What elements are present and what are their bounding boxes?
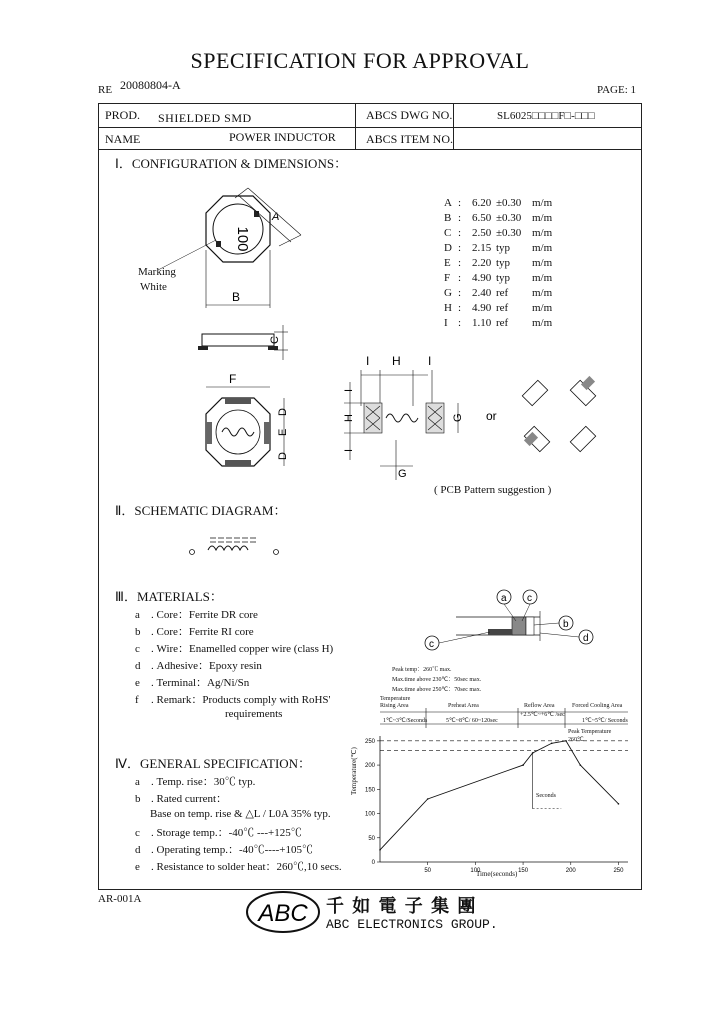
dim-row: I : 1.10 ref m/m (444, 317, 553, 329)
x-tick-label: 150 (518, 868, 529, 874)
spec-item: Base on temp. rise & △L / L0A 35% typ. (150, 808, 331, 820)
dim-letter-c: C (269, 336, 281, 344)
profile-note: Max.time above 250℃：70sec max. (392, 687, 482, 693)
material-item: a . Core：Ferrite DR core (135, 609, 258, 621)
or-label: or (486, 409, 497, 423)
dim-letter-g: G (452, 413, 464, 422)
page-title: SPECIFICATION FOR APPROVAL (190, 48, 530, 73)
zone-label: Reflow Area (524, 703, 555, 709)
chart-series (379, 740, 619, 851)
profile-note: Max.time above 230℃：50sec max. (392, 677, 482, 683)
dim-letter-h: H (392, 354, 401, 368)
top-marking: 100 (234, 226, 251, 252)
remark-continuation: requirements (225, 708, 283, 720)
profile-note: Peak temp：260℃ max. (392, 667, 452, 673)
series-point (522, 764, 524, 766)
y-tick-label: 150 (364, 787, 375, 794)
reflow-chart (360, 700, 640, 880)
ref-label: RE (98, 84, 113, 96)
x-tick-label: 200 (565, 868, 576, 874)
material-item: f . Remark：Products comply with RoHS' (135, 694, 331, 706)
peak-label: Peak Temperature (568, 729, 612, 735)
y-axis-label: Temperature(℃) (350, 747, 358, 795)
dimension-table (444, 196, 634, 331)
dim-row: G : 2.40 ref m/m (444, 287, 553, 299)
chart-axes (380, 736, 628, 862)
materials-list (135, 606, 333, 720)
dim-row: H : 4.90 ref m/m (444, 302, 553, 314)
dim-letter-i2: I (428, 354, 432, 368)
peak-value: 260℃ (568, 737, 584, 743)
zone-rate: 1℃~5℃/ Seconds (582, 718, 628, 724)
dim-row: C : 2.50 ±0.30 m/m (444, 227, 553, 239)
dim-row: D : 2.15 typ m/m (444, 242, 553, 254)
dim-letter-e: E (277, 428, 289, 436)
dim-letter-a: A (272, 211, 280, 223)
dwg-value: SL6025□□□□F□-□□□ (497, 110, 595, 122)
dim-letter-g2: G (398, 468, 407, 480)
company-name-cn: 千 如 電 子 集 團 (326, 896, 477, 917)
material-item: c . Wire：Enamelled copper wire (class H) (135, 643, 334, 655)
dim-letter-h2: H (343, 414, 355, 422)
dim-letter-i4: I (343, 448, 355, 452)
name-value: POWER INDUCTOR (229, 130, 336, 144)
y-tick-label: 250 (364, 738, 375, 745)
page-number: PAGE: 1 (597, 84, 637, 96)
top-view (158, 188, 301, 308)
prod-value: SHIELDED SMD (158, 111, 252, 125)
dim-row: A : 6.20 ±0.30 m/m (444, 197, 553, 209)
callout-c2: c (429, 639, 434, 650)
dim-row: E : 2.20 typ m/m (444, 257, 553, 269)
section-2-title: Ⅱ．SCHEMATIC DIAGRAM： (115, 503, 287, 518)
dim-letter-i: I (366, 354, 370, 368)
zone-rate: 5℃~8℃/ 60~120sec (446, 718, 498, 724)
callout-b: b (563, 619, 569, 630)
bottom-view (206, 372, 289, 466)
dim-letter-d: D (277, 408, 289, 416)
table-divider (98, 127, 642, 128)
section-4-title: Ⅳ．GENERAL SPECIFICATION： (115, 756, 312, 771)
x-tick-label: 50 (424, 868, 432, 874)
y-tick-label: 100 (364, 811, 375, 818)
series-point (551, 742, 553, 744)
cross-section-diagram (420, 585, 600, 655)
dwg-label: ABCS DWG NO. (366, 108, 453, 122)
y-tick-label: 50 (368, 835, 375, 842)
table-divider (453, 103, 454, 149)
spec-item: d . Operating temp.：-40℃----+105℃ (135, 844, 313, 856)
callout-c: c (527, 593, 532, 604)
material-item: d . Adhesive：Epoxy resin (135, 660, 262, 672)
company-logo (244, 888, 322, 936)
y-tick-label: 200 (364, 763, 375, 770)
x-tick-label: 100 (470, 868, 481, 874)
marking-label: Marking (138, 266, 176, 278)
chart-ticks (365, 739, 624, 874)
pcb-caption: ( PCB Pattern suggestion ) (434, 484, 552, 496)
zone-rate: +2.5℃~+6℃ /sec (520, 712, 565, 718)
zone-rate: 1℃~3℃/Seconds (383, 718, 428, 724)
spec-item: c . Storage temp.：-40℃ ---+125℃ (135, 827, 302, 839)
x-tick-label: 250 (613, 868, 624, 874)
section-3-title: Ⅲ．MATERIALS： (115, 589, 223, 604)
dim-letter-i3: I (343, 388, 355, 392)
zone-header: Temperature (380, 696, 411, 702)
dim-letter-d2: D (277, 452, 289, 460)
callout-a: a (501, 593, 507, 604)
schematic-symbol (180, 532, 290, 558)
zone-label: Preheat Area (448, 703, 479, 709)
dim-row: B : 6.50 ±0.30 m/m (444, 212, 553, 224)
zone-label: Forced Cooling Area (572, 703, 623, 709)
table-divider (98, 149, 642, 150)
spec-list (135, 773, 342, 875)
chart-zone-lines (380, 708, 628, 728)
material-item: b . Core：Ferrite RI core (135, 626, 254, 638)
spec-item: a . Temp. rise：30℃ typ. (135, 776, 256, 788)
material-item: e . Terminal：Ag/Ni/Sn (135, 677, 250, 689)
series-point (580, 764, 582, 766)
table-divider (355, 103, 356, 149)
hold-label: Seconds (536, 793, 556, 799)
y-tick-label: 0 (371, 860, 375, 866)
pcb-pattern (343, 354, 596, 480)
side-view (198, 325, 288, 360)
dim-letter-f: F (229, 372, 237, 386)
callout-d: d (583, 633, 589, 644)
spec-item: e . Resistance to solder heat：260℃,10 secs. (135, 861, 342, 873)
company-name-en: ABC ELECTRONICS GROUP. (326, 917, 498, 932)
series-point (427, 798, 429, 800)
zone-label: Rising Area (380, 703, 409, 709)
form-number: AR-001A (98, 893, 142, 905)
series-point (618, 803, 620, 805)
item-label: ABCS ITEM NO. (366, 132, 454, 146)
name-label: NAME (105, 132, 141, 146)
series-line (380, 741, 618, 850)
dim-letter-b: B (232, 290, 241, 304)
series-point (565, 740, 567, 742)
logo-letters: ABC (258, 900, 308, 927)
x-axis-label: Time(seconds) (476, 870, 518, 878)
prod-label: PROD. (105, 108, 141, 122)
section-1-title: Ⅰ．CONFIGURATION & DIMENSIONS： (115, 156, 348, 171)
dim-row: F : 4.90 typ m/m (444, 272, 553, 284)
spec-item: b . Rated current： (135, 793, 228, 805)
marking-label-white: White (140, 281, 167, 293)
series-point (379, 849, 381, 851)
ref-value: 20080804-A (120, 78, 181, 92)
